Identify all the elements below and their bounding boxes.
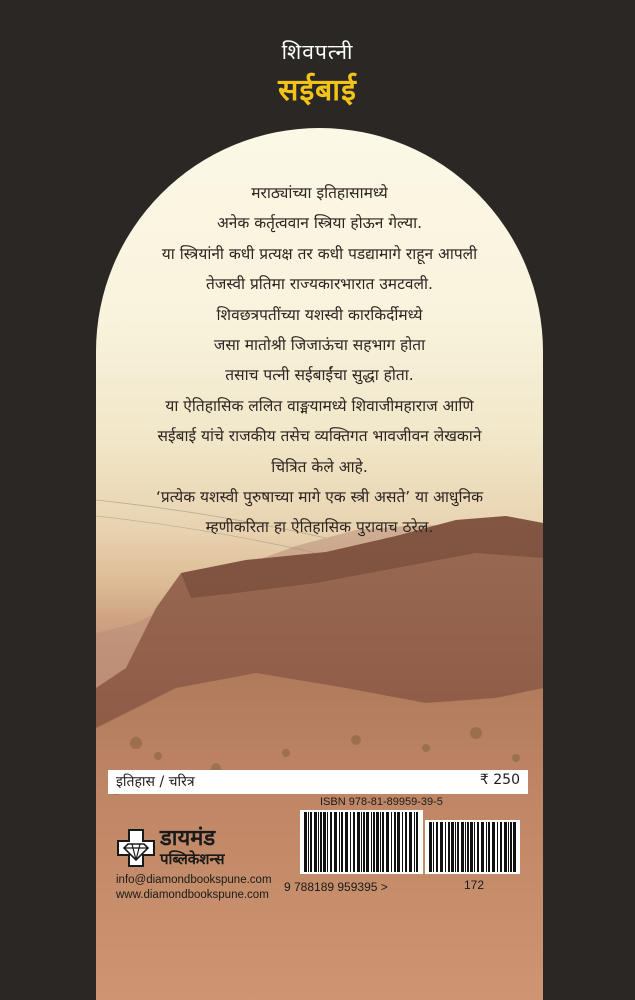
- barcode-number: 9 788189 959395 >: [284, 880, 388, 894]
- publisher-name: डायमंड: [160, 826, 216, 851]
- genre-label: इतिहास / चरित्र: [116, 774, 195, 790]
- blurb-line: म्हणीकरिता हा ऐतिहासिक पुरावाच ठरेल.: [205, 518, 434, 537]
- genre-price-bar: [108, 770, 528, 794]
- price-label: ₹ 250: [479, 772, 520, 788]
- blurb-line: तसाच पत्नी सईबाईंचा सुद्धा होता.: [225, 366, 414, 385]
- publisher-website: www.diamondbookspune.com: [116, 889, 269, 901]
- book-subtitle: शिवपत्नी: [281, 40, 354, 64]
- blurb-line: शिवछत्रपतींच्या यशस्वी कारकिर्दीमध्ये: [216, 305, 423, 324]
- isbn-label: ISBN 978-81-89959-39-5: [320, 796, 443, 808]
- blurb-line: या स्त्रियांनी कधी प्रत्यक्ष तर कधी पडद्यामागे राहून आपली: [161, 244, 478, 263]
- blurb-line: चित्रित केले आहे.: [271, 457, 368, 476]
- isbn-barcode: [300, 810, 423, 874]
- addon-barcode: [425, 820, 520, 874]
- diamond-icon: [116, 828, 156, 868]
- blurb-line: ‘प्रत्येक यशस्वी पुरुषाच्या मागे एक स्त्री असते’ या आधुनिक: [155, 488, 483, 507]
- blurb-line: तेजस्वी प्रतिमा राज्यकारभारात उमटवली.: [206, 275, 433, 294]
- blurb-line: सईबाई यांचे राजकीय तसेच व्यक्तिगत भावजीवन लेखकाने: [157, 427, 482, 446]
- addon-number: 172: [464, 878, 485, 892]
- blurb-line: मराठ्यांच्या इतिहासामध्ये: [251, 184, 388, 202]
- blurb-text: [96, 178, 543, 543]
- publisher-email: info@diamondbookspune.com: [116, 874, 272, 886]
- book-title: सईबाई: [278, 73, 357, 108]
- publisher-subname: पब्लिकेशन्स: [160, 850, 225, 868]
- blurb-line: अनेक कर्तृत्ववान स्त्रिया होऊन गेल्या.: [216, 214, 423, 233]
- blurb-line: जसा मातोश्री जिजाऊंचा सहभाग होता: [213, 336, 426, 355]
- publisher-logo: [116, 822, 288, 870]
- blurb-line: या ऐतिहासिक ललित वाङ्मयामध्ये शिवाजीमहाराज आणि: [165, 396, 474, 415]
